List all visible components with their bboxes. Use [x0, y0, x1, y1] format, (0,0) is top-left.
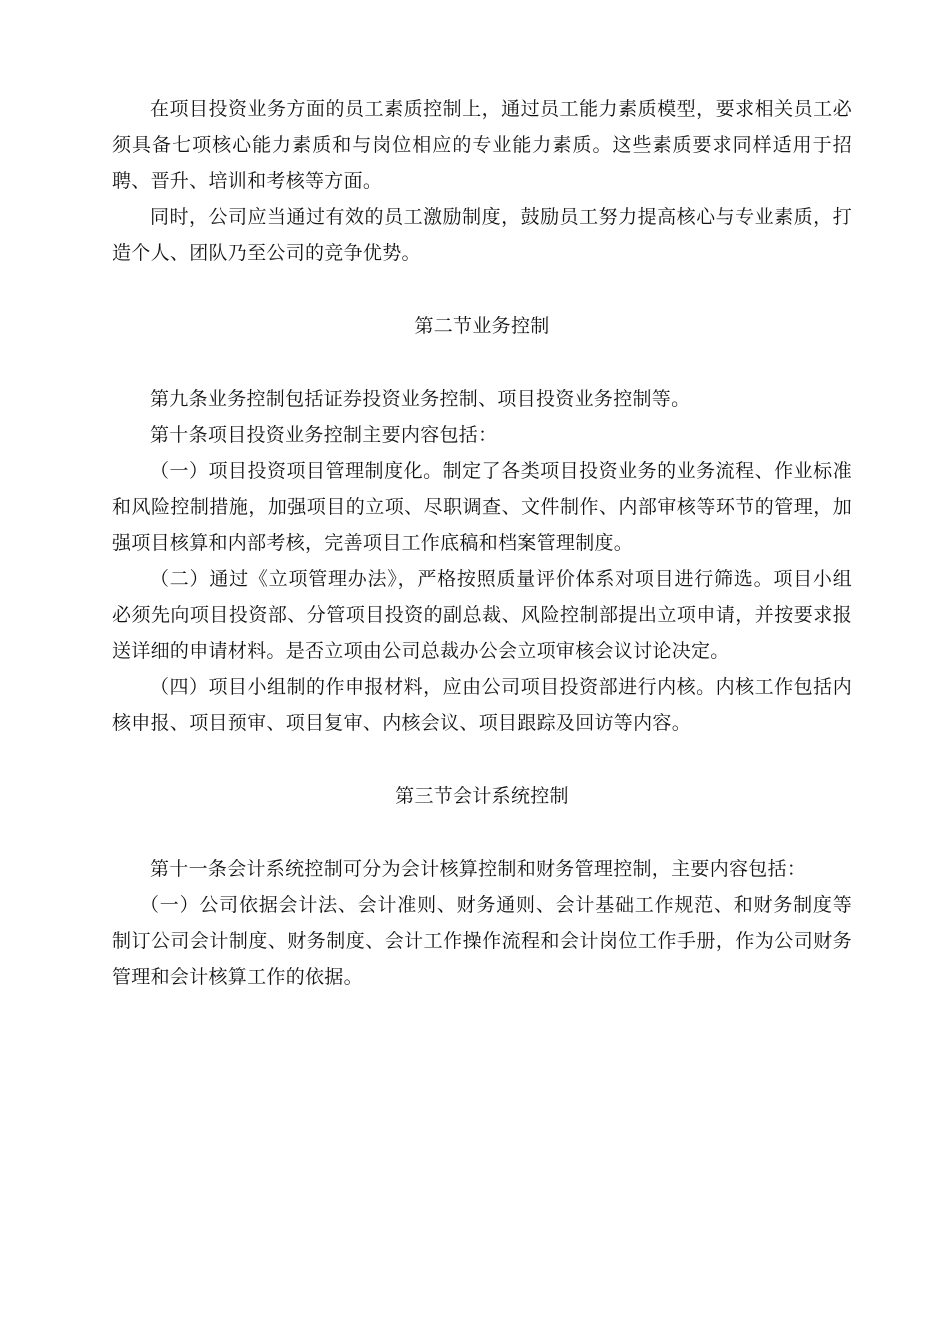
- article-11-paragraph: 第十一条会计系统控制可分为会计核算控制和财务管理控制，主要内容包括：: [150, 858, 807, 880]
- article-10-item-1: （一）项目投资项目管理制度化。制定了各类项目投资业务的业务流程、作业标准和风险控制措施，加强项目的立项、尽职调查、文件制作、内部审核等环节的管理，加强项目核算和内部考核，完善项目工作底稿和档案管理制度。: [112, 460, 852, 554]
- article-11-item-1: （一）公司依据会计法、会计准则、财务通则、会计基础工作规范、和财务制度等制订公司会计制度、财务制度、会计工作操作流程和会计岗位工作手册，作为公司财务管理和会计核算工作的依据。: [112, 894, 852, 988]
- article-10-paragraph: 第十条项目投资业务控制主要内容包括：: [150, 424, 498, 446]
- section-2-heading: 第二节业务控制: [414, 315, 550, 337]
- article-10-item-4: （四）项目小组制的作申报材料，应由公司项目投资部进行内核。内核工作包括内核申报、项目预审、项目复审、内核会议、项目跟踪及回访等内容。: [112, 676, 852, 734]
- intro-paragraph-2: 同时，公司应当通过有效的员工激励制度，鼓励员工努力提高核心与专业素质，打造个人、团队乃至公司的竞争优势。: [112, 206, 852, 264]
- document-page: [112, 91, 852, 995]
- intro-paragraph-1: 在项目投资业务方面的员工素质控制上，通过员工能力素质模型，要求相关员工必须具备七项核心能力素质和与岗位相应的专业能力素质。这些素质要求同样适用于招聘、晋升、培训和考核等方面。: [112, 98, 852, 192]
- spacer: [112, 344, 852, 381]
- spacer: [112, 814, 852, 851]
- section-3-heading: 第三节会计系统控制: [395, 785, 569, 807]
- article-9-paragraph: 第九条业务控制包括证券投资业务控制、项目投资业务控制等。: [150, 388, 691, 410]
- spacer: [112, 741, 852, 778]
- article-10-item-2: （二）通过《立项管理办法》，严格按照质量评价体系对项目进行筛选。项目小组必须先向项目投资部、分管项目投资的副总裁、风险控制部提出立项申请，并按要求报送详细的申请材料。是否立项由公司总裁办公会立项审核会议讨论决定。: [112, 568, 852, 662]
- spacer: [112, 271, 852, 308]
